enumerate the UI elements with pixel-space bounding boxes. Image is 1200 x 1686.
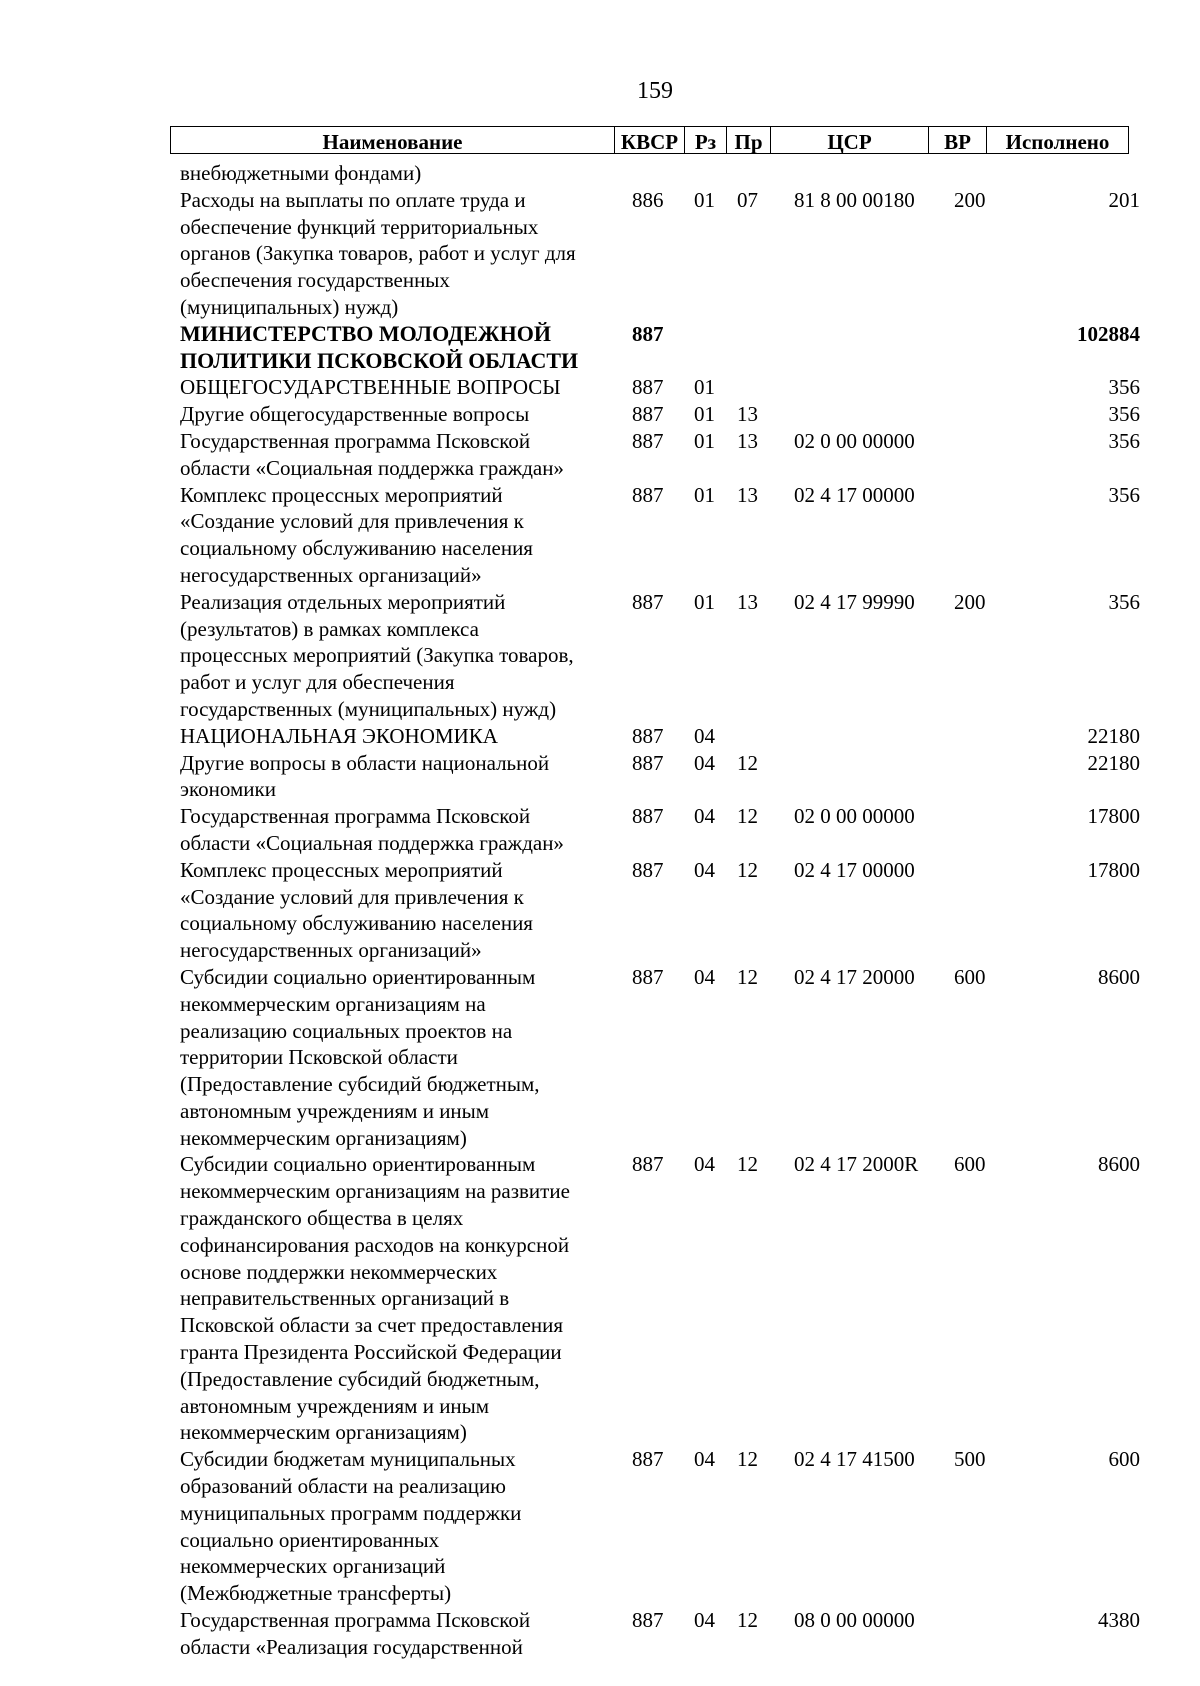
column-header-kvsr: КВСР	[615, 127, 685, 154]
column-header-executed: Исполнено	[987, 127, 1129, 154]
row-pr: 12	[737, 1608, 758, 1633]
row-executed: 201	[1108, 187, 1140, 212]
row-kvsr: 887	[632, 375, 664, 400]
row-pr: 12	[737, 804, 758, 829]
row-rz: 04	[694, 1152, 715, 1177]
table-header	[170, 126, 1129, 154]
row-executed: 356	[1108, 589, 1140, 614]
row-rz: 01	[694, 589, 715, 614]
table-row	[180, 160, 1140, 187]
row-executed: 356	[1108, 428, 1140, 453]
row-executed: 22180	[1087, 723, 1140, 748]
row-kvsr: 887	[632, 428, 664, 453]
row-pr: 07	[737, 187, 758, 212]
row-name: Реализация отдельных мероприятий (результатов) в рамках комплекса процессных мероприятий (Закупка товаров, работ и услуг для обеспечения государственных (муниципальных) нужд)	[180, 589, 574, 721]
row-vr: 200	[954, 187, 986, 212]
row-vr: 200	[954, 589, 986, 614]
column-header-pr: Пр	[727, 127, 771, 154]
row-pr: 13	[737, 589, 758, 614]
row-name: Государственная программа Псковской области «Социальная поддержка граждан»	[180, 804, 564, 855]
row-vr: 500	[954, 1447, 986, 1472]
row-kvsr: 887	[632, 482, 664, 507]
table-row	[180, 374, 1140, 401]
row-name: Комплекс процессных мероприятий «Создание условий для привлечения к социальному обслуживанию населения негосударственных организаций»	[180, 857, 533, 963]
row-kvsr: 886	[632, 187, 664, 212]
table-row	[180, 803, 1140, 857]
row-vr: 600	[954, 964, 986, 989]
row-name: Государственная программа Псковской области «Социальная поддержка граждан»	[180, 428, 564, 480]
row-pr: 12	[737, 750, 758, 775]
row-executed: 8600	[1098, 1152, 1140, 1177]
row-rz: 01	[694, 375, 715, 400]
row-pr: 12	[737, 1447, 758, 1472]
row-csr: 81 8 00 00180	[794, 187, 915, 212]
row-kvsr: 887	[632, 750, 664, 775]
row-executed: 356	[1108, 375, 1140, 400]
row-rz: 01	[694, 402, 715, 427]
row-executed: 17800	[1087, 804, 1140, 829]
row-pr: 12	[737, 857, 758, 882]
table-body	[180, 160, 1140, 1661]
page-number: 159	[637, 78, 673, 104]
row-pr: 12	[737, 1152, 758, 1177]
row-kvsr: 887	[632, 804, 664, 829]
row-csr: 02 0 00 00000	[794, 428, 915, 453]
row-kvsr: 887	[632, 857, 664, 882]
column-header-csr: ЦСР	[771, 127, 929, 154]
row-kvsr: 887	[632, 1447, 664, 1472]
row-rz: 04	[694, 750, 715, 775]
table-row	[180, 589, 1140, 723]
row-kvsr: 887	[632, 1608, 664, 1633]
row-executed: 22180	[1087, 750, 1140, 775]
column-header-vr: ВР	[929, 127, 987, 154]
row-executed: 17800	[1087, 857, 1140, 882]
table-row	[180, 1151, 1140, 1446]
row-name: Комплекс процессных мероприятий «Создание условий для привлечения к социальному обслуживанию населения негосударственных организаций»	[180, 482, 533, 587]
row-executed: 356	[1108, 402, 1140, 427]
table-row	[180, 723, 1140, 750]
table-row	[180, 187, 1140, 321]
row-kvsr: 887	[632, 723, 664, 748]
row-name: Расходы на выплаты по оплате труда и обеспечение функций территориальных органов (Закупка товаров, работ и услуг для обеспечения государственных (муниципальных) нужд)	[180, 187, 576, 319]
row-executed: 102884	[1077, 321, 1140, 346]
row-csr: 02 4 17 2000R	[794, 1152, 919, 1177]
row-name: Другие вопросы в области национальной экономики	[180, 750, 550, 802]
row-rz: 04	[694, 964, 715, 989]
row-name: Субсидии социально ориентированным некоммерческим организациям на реализацию социальных проектов на территории Псковской области (Предоставление субсидий бюджетным, автономным учреждениям и иным некоммерческим организациям)	[180, 964, 540, 1150]
row-csr: 08 0 00 00000	[794, 1608, 915, 1633]
table-row	[180, 321, 1140, 375]
row-kvsr: 887	[632, 964, 664, 989]
row-name: Государственная программа Псковской области «Реализация государственной	[180, 1608, 531, 1659]
row-name: Субсидии социально ориентированным некоммерческим организациям на развитие гражданского общества в целях софинансирования расходов на конкурсной основе поддержки некоммерческих неправительственных организаций в Псковской области за счет предоставления гранта Президента Российской Федерации (Предоставление субсидий бюджетным, автономным учреждениям и иным некоммерческим организациям)	[180, 1152, 570, 1445]
row-executed: 600	[1108, 1447, 1140, 1472]
table-row	[180, 750, 1140, 804]
table-row	[180, 964, 1140, 1152]
row-name: НАЦИОНАЛЬНАЯ ЭКОНОМИКА	[180, 723, 498, 748]
row-csr: 02 4 17 99990	[794, 589, 915, 614]
row-kvsr: 887	[632, 402, 664, 427]
column-header-rz: Рз	[685, 127, 727, 154]
row-pr: 12	[737, 964, 758, 989]
row-rz: 04	[694, 723, 715, 748]
table-row	[180, 1446, 1140, 1607]
row-pr: 13	[737, 402, 758, 427]
row-name: ОБЩЕГОСУДАРСТВЕННЫЕ ВОПРОСЫ	[180, 375, 561, 400]
row-executed: 4380	[1098, 1608, 1140, 1633]
row-name: МИНИСТЕРСТВО МОЛОДЕЖНОЙ ПОЛИТИКИ ПСКОВСКОЙ ОБЛАСТИ	[180, 320, 579, 373]
table-row	[180, 428, 1140, 482]
row-rz: 04	[694, 857, 715, 882]
row-kvsr: 887	[632, 321, 664, 346]
row-csr: 02 4 17 41500	[794, 1447, 915, 1472]
row-executed: 356	[1108, 482, 1140, 507]
row-pr: 13	[737, 482, 758, 507]
row-kvsr: 887	[632, 1152, 664, 1177]
row-rz: 01	[694, 482, 715, 507]
row-csr: 02 4 17 00000	[794, 857, 915, 882]
table-row	[180, 857, 1140, 964]
row-kvsr: 887	[632, 589, 664, 614]
row-csr: 02 4 17 00000	[794, 482, 915, 507]
row-rz: 04	[694, 804, 715, 829]
table-row	[180, 482, 1140, 589]
table-row	[180, 1607, 1140, 1661]
table-row	[180, 401, 1140, 428]
row-rz: 04	[694, 1608, 715, 1633]
row-rz: 04	[694, 1447, 715, 1472]
column-header-name: Наименование	[171, 127, 615, 154]
row-csr: 02 0 00 00000	[794, 804, 915, 829]
row-name: Субсидии бюджетам муниципальных образований области на реализацию муниципальных программ поддержки социально ориентированных некоммерческих организаций (Межбюджетные трансферты)	[180, 1447, 522, 1606]
row-executed: 8600	[1098, 964, 1140, 989]
row-vr: 600	[954, 1152, 986, 1177]
row-rz: 01	[694, 187, 715, 212]
row-name: внебюджетными фондами)	[180, 161, 422, 185]
row-name: Другие общегосударственные вопросы	[180, 402, 530, 427]
row-csr: 02 4 17 20000	[794, 964, 915, 989]
row-rz: 01	[694, 428, 715, 453]
row-pr: 13	[737, 428, 758, 453]
